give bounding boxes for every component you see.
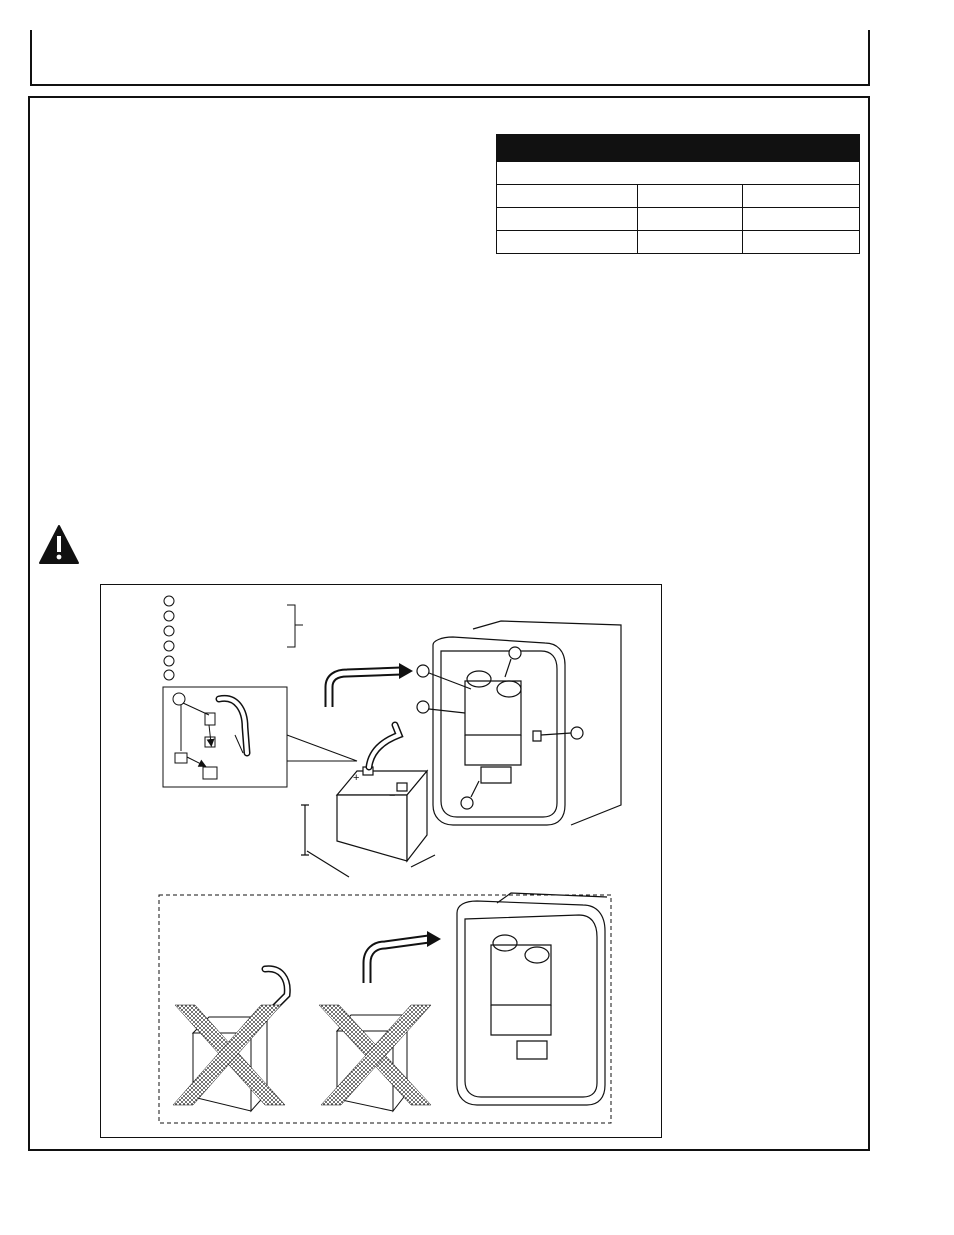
table-row [497, 231, 860, 254]
table-cell [638, 208, 743, 231]
table-cell [497, 185, 638, 208]
battery-spec-table [496, 134, 860, 254]
battery-diagram [101, 585, 661, 1137]
part-legend [164, 596, 303, 680]
incorrect-installation-panel [159, 893, 611, 1123]
table-cell [638, 231, 743, 254]
spec-table-title [497, 135, 860, 162]
spec-table-title-row [497, 135, 860, 162]
table-cell [743, 208, 860, 231]
spec-table-subtitle [497, 162, 860, 185]
positive-terminal-mark: + [353, 772, 360, 784]
negative-terminal-mark: − [389, 790, 396, 802]
battery-installation-figure [100, 584, 662, 1138]
warning-triangle-icon [38, 524, 80, 566]
table-cell [743, 231, 860, 254]
spec-table-subtitle-row [497, 162, 860, 185]
curved-arrow-icon [329, 663, 413, 707]
table-cell [743, 185, 860, 208]
prohibited-x-icon [319, 1005, 431, 1111]
table-cell [497, 231, 638, 254]
header-frame [30, 30, 870, 86]
table-cell [497, 208, 638, 231]
prohibited-x-icon [173, 969, 287, 1111]
table-cell [638, 185, 743, 208]
generator-frame-icon [417, 621, 621, 825]
table-row [497, 208, 860, 231]
table-row [497, 185, 860, 208]
